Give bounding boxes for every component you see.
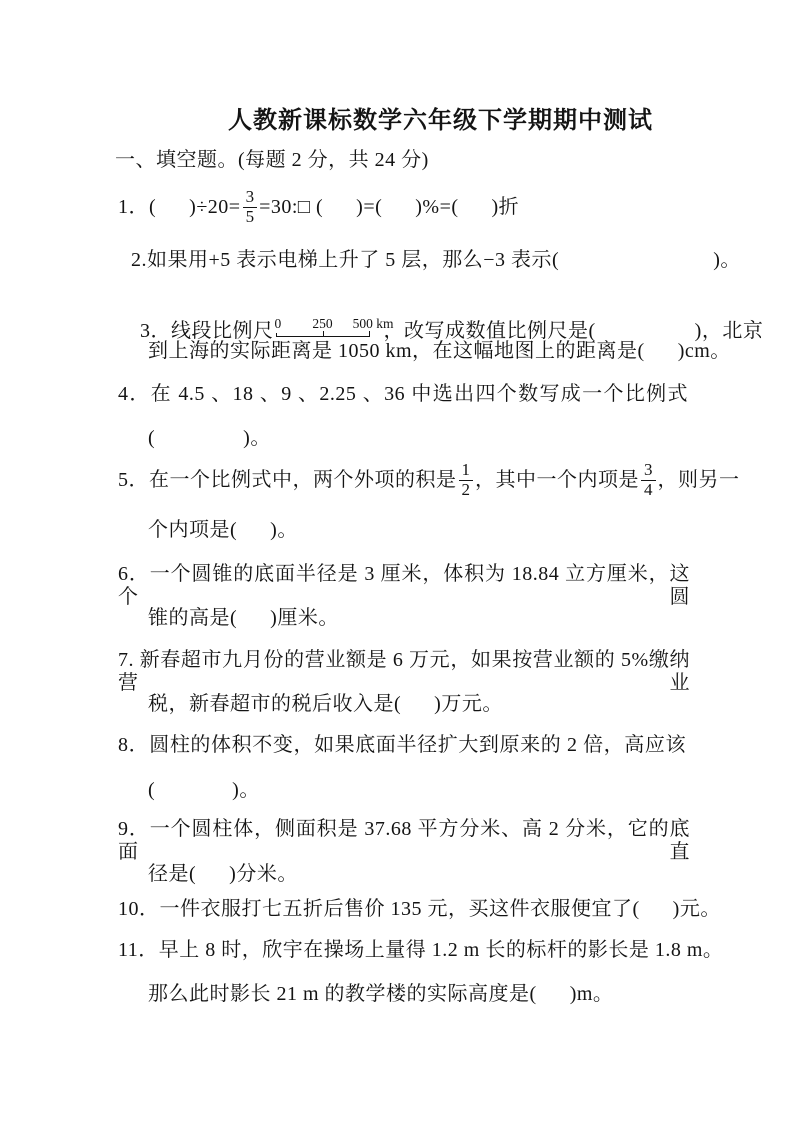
question-1: [118, 184, 519, 230]
question-7-line-2: 税，新春超市的税后收入是( )万元。: [148, 693, 503, 715]
fraction-numerator: 1: [461, 459, 470, 479]
question-3-text-pre: 3．线段比例尺: [140, 320, 274, 342]
scale-ruler-label-0: 0: [274, 316, 282, 331]
question-8-line-2: ( )。: [148, 779, 260, 801]
fraction-1-2: [459, 461, 474, 499]
question-11-line-1: 11．早上 8 时，欣宇在操场上量得 1.2 m 长的标杆的影长是 1.8 m。: [118, 939, 724, 961]
question-5-line-2: 个内项是( )。: [148, 519, 298, 541]
fraction-denominator: 4: [641, 480, 656, 500]
question-4-line-2: ( )。: [148, 427, 271, 449]
question-5-text-pre: 5．在一个比例式中，两个外项的积是: [118, 468, 457, 491]
question-1-text-post: =30:□ ( )=( )%=( )折: [259, 195, 520, 218]
fraction-3-4: [641, 461, 656, 499]
scale-ruler-label-250: 250: [312, 316, 333, 331]
question-7-line-1: 7. 新春超市九月份的营业额是 6 万元，如果按营业额的 5%缴纳营业: [118, 649, 690, 694]
question-5-text-mid: ，其中一个内项是: [475, 468, 639, 491]
fraction-3-5: [243, 188, 258, 226]
question-1-text-pre: 1．( )÷20=: [118, 195, 241, 218]
fraction-denominator: 2: [459, 480, 474, 500]
question-2: 2.如果用+5 表示电梯上升了 5 层，那么−3 表示( )。: [131, 249, 741, 271]
question-5-line-1: [118, 456, 740, 504]
question-5-text-post: ，则另一: [657, 468, 740, 491]
question-11-line-2: 那么此时影长 21 m 的教学楼的实际高度是( )m。: [148, 983, 614, 1005]
question-6-line-1: 6．一个圆锥的底面半径是 3 厘米，体积为 18.84 立方厘米，这个圆: [118, 563, 690, 608]
question-4-line-1: 4．在 4.5 、18 、9 、2.25 、36 中选出四个数写成一个比例式: [118, 383, 688, 405]
scale-ruler-label-500km: 500 km: [352, 316, 394, 331]
question-8-line-1: 8．圆柱的体积不变，如果底面半径扩大到原来的 2 倍，高应该: [118, 734, 686, 756]
scale-ruler: [274, 315, 394, 339]
fraction-numerator: 3: [644, 459, 653, 479]
question-9-line-1: 9．一个圆柱体，侧面积是 37.68 平方分米、高 2 分米，它的底面直: [118, 818, 690, 863]
section-header: 一、填空题。(每题 2 分，共 24 分): [115, 149, 429, 171]
page-title: 人教新课标数学六年级下学期期中测试: [228, 108, 653, 134]
question-3-line-2: 到上海的实际距离是 1050 km，在这幅地图上的距离是( )cm。: [148, 340, 731, 362]
question-9-line-2: 径是( )分米。: [148, 863, 298, 885]
question-10: 10．一件衣服打七五折后售价 135 元，买这件衣服便宜了( )元。: [118, 898, 721, 920]
question-3-text-post: ，改写成数值比例尺是( )，北京: [383, 320, 764, 342]
fraction-numerator: 3: [245, 186, 255, 206]
question-6-line-2: 锥的高是( )厘米。: [148, 607, 339, 629]
fraction-denominator: 5: [243, 207, 258, 227]
